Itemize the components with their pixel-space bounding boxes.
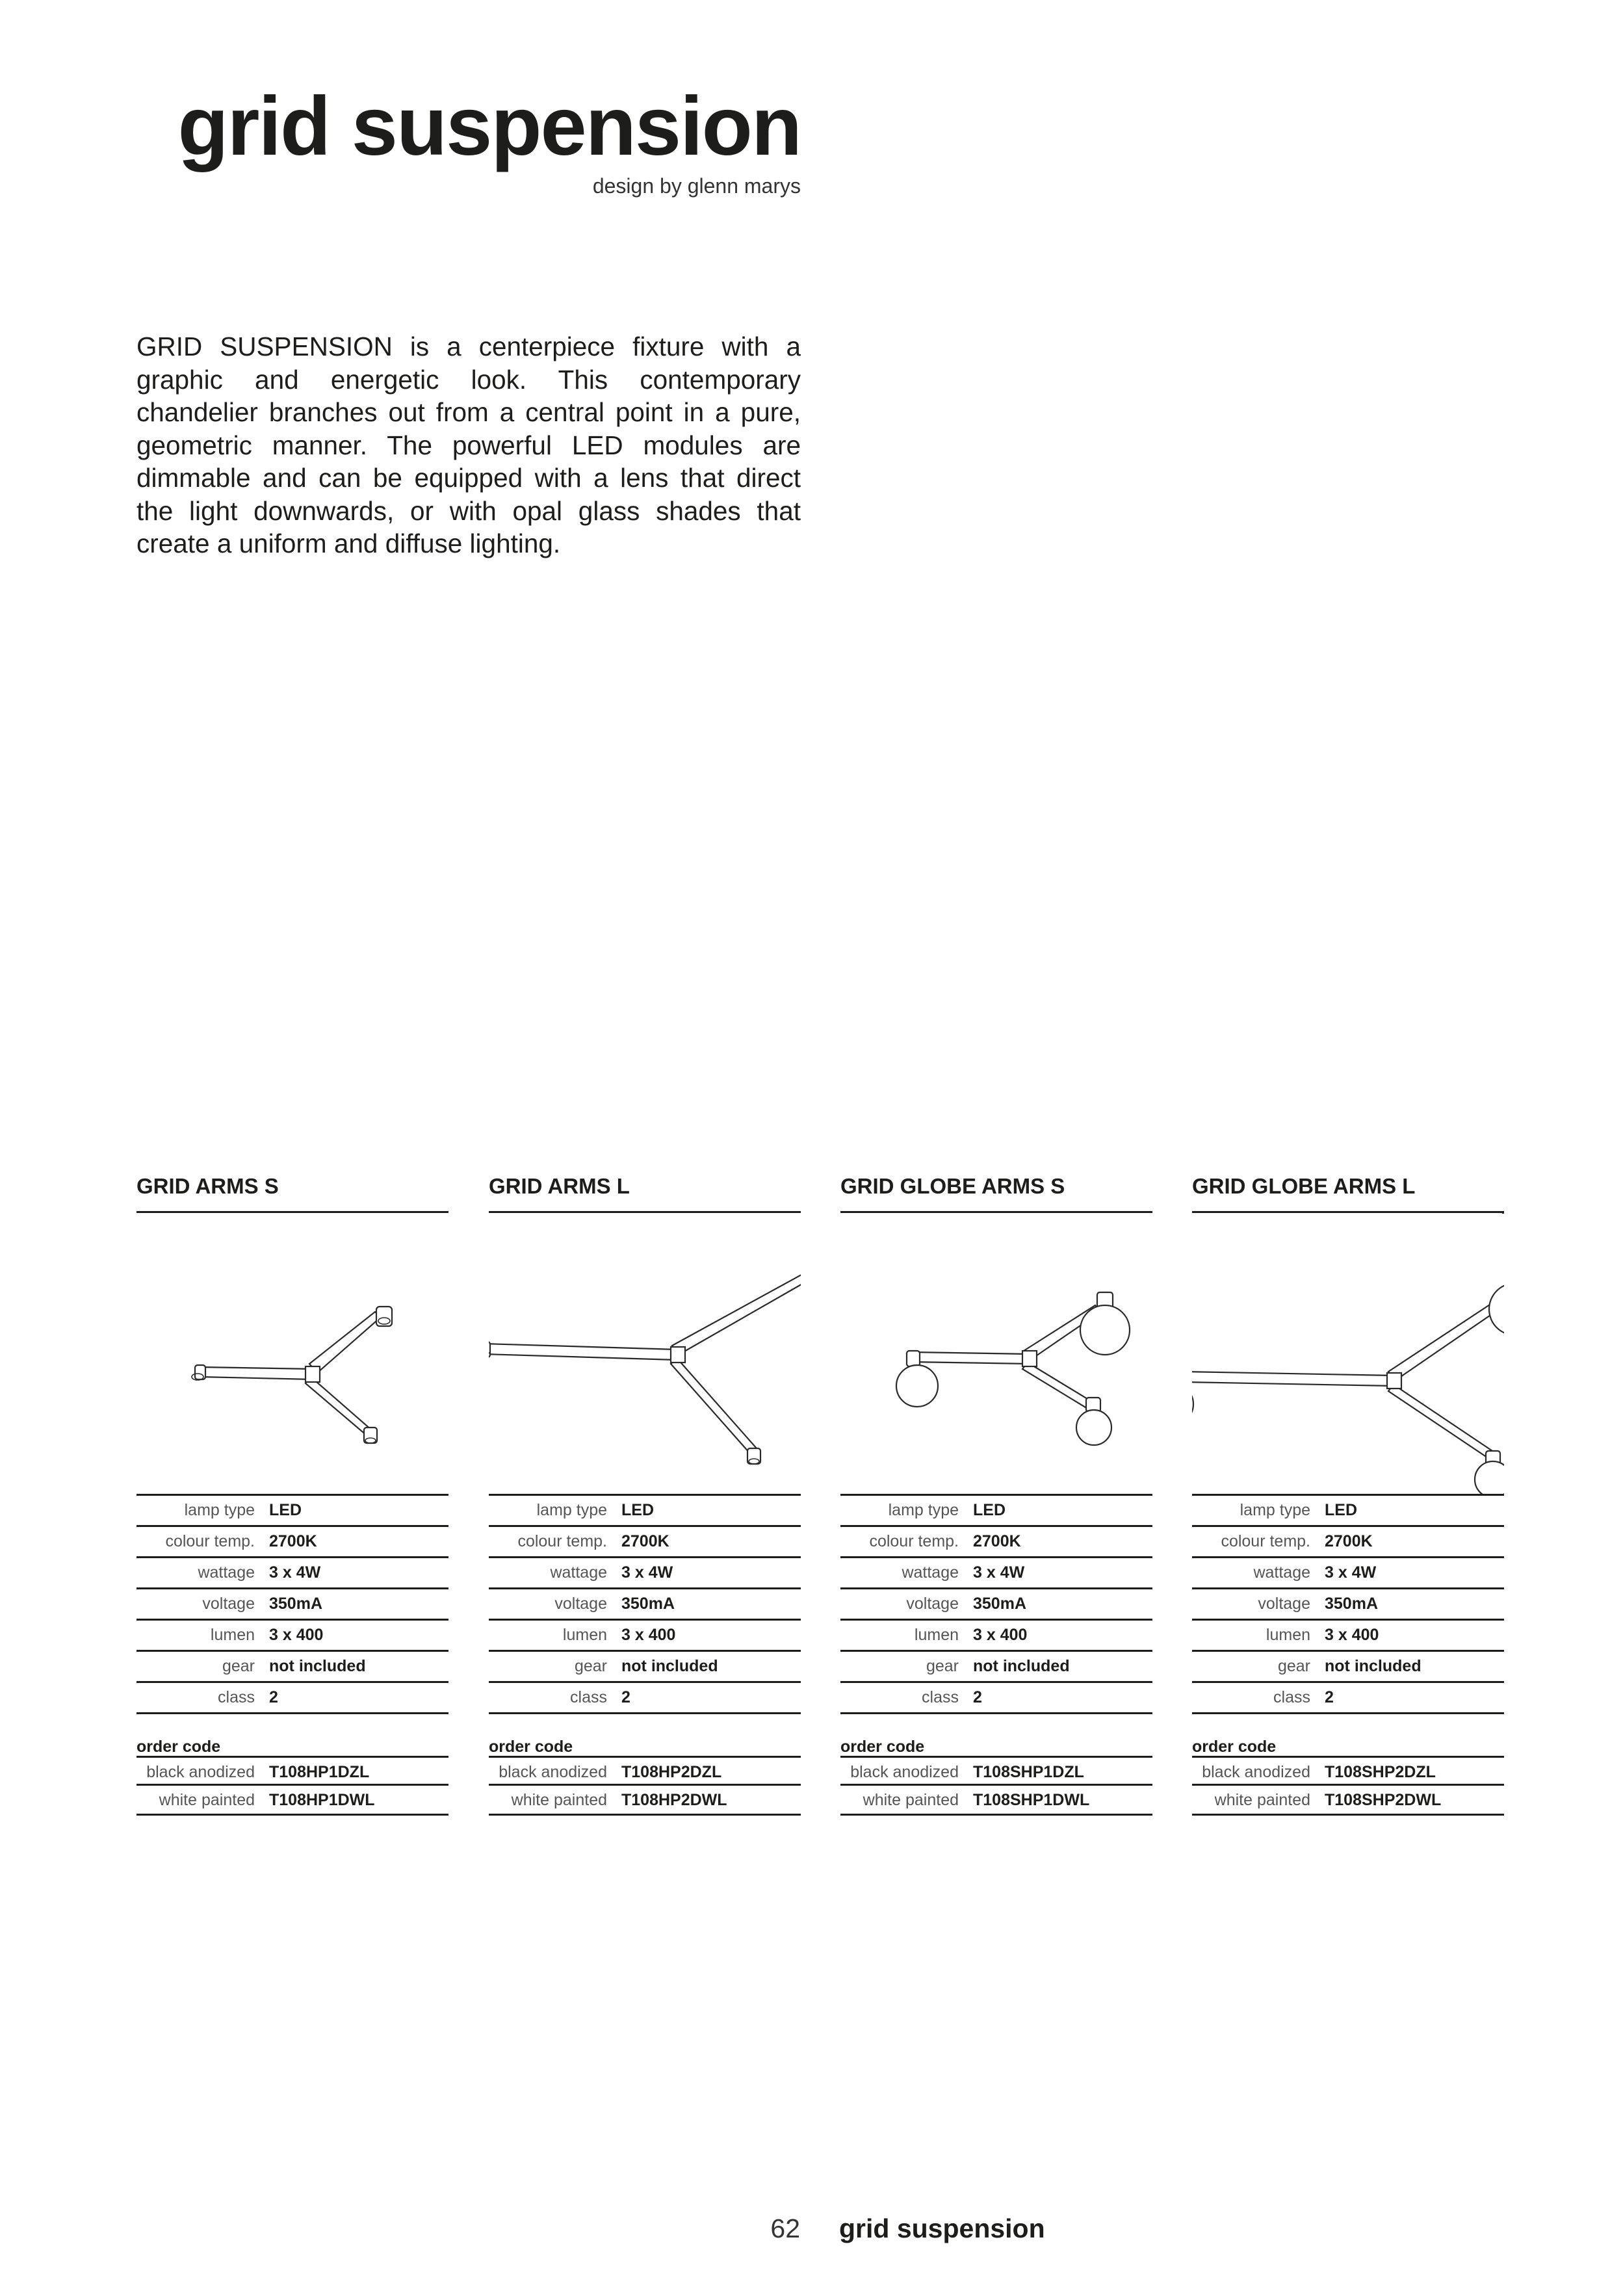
product-name: GRID GLOBE ARMS L: [1192, 1170, 1504, 1213]
arm-lower: [671, 1359, 757, 1454]
arm-joint: [1022, 1351, 1037, 1366]
spec-row-lumen: lumen 3 x 400: [136, 1621, 448, 1652]
spec-row-voltage: voltage 350mA: [489, 1589, 801, 1621]
spec-row-class: class 2: [489, 1683, 801, 1714]
opal-globe-shade: [896, 1365, 938, 1407]
order-row-white: white painted T108SHP1DWL: [840, 1786, 1152, 1816]
spec-row-lumen: lumen 3 x 400: [489, 1621, 801, 1652]
spec-row-lamp-type: lamp type LED: [840, 1496, 1152, 1527]
arm-lower: [1022, 1363, 1094, 1409]
spec-table: [136, 1494, 448, 1714]
spec-row-wattage: wattage 3 x 4W: [1192, 1558, 1504, 1589]
spec-row-wattage: wattage 3 x 4W: [489, 1558, 801, 1589]
spec-row-voltage: voltage 350mA: [840, 1589, 1152, 1621]
order-code-table: [840, 1714, 1152, 1816]
spec-table: [840, 1494, 1152, 1714]
spec-row-gear: gear not included: [1192, 1652, 1504, 1683]
order-row-black: black anodized T108SHP2DZL: [1192, 1756, 1504, 1786]
opal-globe-shade: [1475, 1461, 1504, 1494]
order-code-heading: order code: [489, 1738, 573, 1756]
spec-row-class: class 2: [1192, 1683, 1504, 1714]
footer-section-title: grid suspension: [839, 2213, 1045, 2243]
spec-row-lamp-type: lamp type LED: [1192, 1496, 1504, 1527]
spec-row-gear: gear not included: [489, 1652, 801, 1683]
spec-row-voltage: voltage 350mA: [1192, 1589, 1504, 1621]
arm-lower: [305, 1377, 372, 1435]
order-code-heading: order code: [840, 1738, 925, 1756]
page-number: 62: [770, 2213, 800, 2243]
opal-globe-shade: [1080, 1305, 1130, 1355]
end-cap: [907, 1351, 920, 1366]
order-code-heading: order code: [136, 1738, 221, 1756]
order-row-black: black anodized T108HP1DZL: [136, 1756, 448, 1786]
arm-joint: [671, 1347, 685, 1363]
spec-row-colour-temp: colour temp. 2700K: [1192, 1527, 1504, 1558]
order-row-black: black anodized T108HP2DZL: [489, 1756, 801, 1786]
arm-joint: [1387, 1373, 1401, 1389]
product-grid-globe-arms-l: [1192, 1170, 1504, 1816]
order-row-black: black anodized T108SHP1DZL: [840, 1756, 1152, 1786]
spec-row-class: class 2: [136, 1683, 448, 1714]
end-cap: [364, 1428, 377, 1443]
arm-left: [1192, 1372, 1394, 1386]
order-row-white: white painted T108SHP2DWL: [1192, 1786, 1504, 1816]
product-name: GRID ARMS S: [136, 1170, 448, 1213]
spec-row-gear: gear not included: [840, 1652, 1152, 1683]
spec-row-colour-temp: colour temp. 2700K: [136, 1527, 448, 1558]
page-footer: [0, 2209, 1623, 2248]
spec-table: [1192, 1494, 1504, 1714]
arm-joint: [305, 1366, 320, 1382]
spec-row-gear: gear not included: [136, 1652, 448, 1683]
page-title: grid suspension: [177, 80, 801, 173]
arm-upper: [309, 1312, 381, 1373]
spec-row-voltage: voltage 350mA: [136, 1589, 448, 1621]
spec-row-lumen: lumen 3 x 400: [840, 1621, 1152, 1652]
opal-globe-shade: [1192, 1383, 1193, 1425]
spec-row-wattage: wattage 3 x 4W: [136, 1558, 448, 1589]
spec-row-wattage: wattage 3 x 4W: [840, 1558, 1152, 1589]
designer-credit: design by glenn marys: [592, 174, 801, 198]
order-code-table: [136, 1714, 448, 1816]
product-grid-globe-arms-s: [840, 1170, 1152, 1816]
product-grid-arms-s: [136, 1170, 448, 1816]
spec-row-colour-temp: colour temp. 2700K: [840, 1527, 1152, 1558]
spec-row-lamp-type: lamp type LED: [136, 1496, 448, 1527]
spec-table: [489, 1494, 801, 1714]
arm-left: [489, 1344, 677, 1360]
arm-upper: [1388, 1283, 1504, 1381]
spec-row-lamp-type: lamp type LED: [489, 1496, 801, 1527]
spec-row-colour-temp: colour temp. 2700K: [489, 1527, 801, 1558]
order-row-white: white painted T108HP2DWL: [489, 1786, 801, 1816]
end-cap: [747, 1448, 760, 1464]
order-row-white: white painted T108HP1DWL: [136, 1786, 448, 1816]
opal-globe-shade: [1489, 1283, 1504, 1335]
arm-upper: [672, 1272, 801, 1355]
arm-left: [912, 1352, 1029, 1364]
product-name: GRID GLOBE ARMS S: [840, 1170, 1152, 1213]
arm-lower: [1388, 1385, 1496, 1460]
opal-globe-shade: [1076, 1410, 1111, 1445]
intro-paragraph: GRID SUSPENSION is a centerpiece fixture with a graphic and energetic look. This contemporary chandelier branches out from a central point in a pure, geometric manner. The powerful LED modules are dimmable and can be equipped with a lens that direct the light downwards, or with opal glass shades that create a uniform and diffuse lighting.: [136, 332, 801, 558]
order-code-table: [489, 1714, 801, 1816]
product-grid-arms-l: [489, 1170, 801, 1816]
arm-left: [200, 1367, 313, 1379]
order-code-table: [1192, 1714, 1504, 1816]
product-drawing: [136, 1213, 448, 1494]
product-name: GRID ARMS L: [489, 1170, 801, 1213]
product-drawing: [489, 1213, 801, 1494]
product-drawing: [840, 1213, 1152, 1494]
spec-row-class: class 2: [840, 1683, 1152, 1714]
product-drawing: [1192, 1213, 1504, 1494]
end-cap: [376, 1307, 392, 1326]
order-code-heading: order code: [1192, 1738, 1277, 1756]
spec-row-lumen: lumen 3 x 400: [1192, 1621, 1504, 1652]
